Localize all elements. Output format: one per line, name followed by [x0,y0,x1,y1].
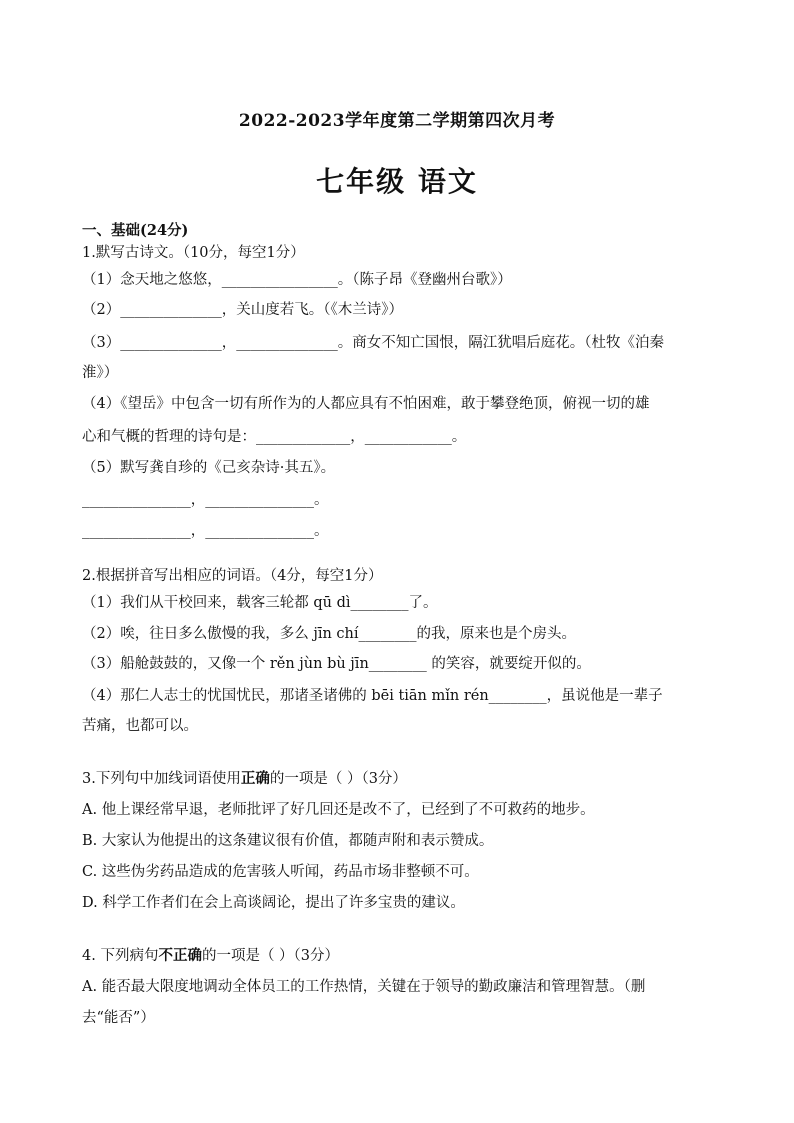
q4-stem-pre: 4. 下列病句 [82,948,159,964]
q3-option-a: A. 他上课经常早退，老师批评了好几回还是改不了，已经到了不可救药的地步。 [82,802,595,818]
q2-part2: （2）唉，往日多么傲慢的我，多么 jīn chí________的我，原来也是个房头。 [82,626,577,642]
subject-title: 七年级 语文 [316,165,478,198]
q1-part2: （2）______________，关山度若飞。（《木兰诗》） [82,302,403,318]
q3-stem [82,769,407,789]
exam-title: 2022-2023学年度第二学期第四次月考 [238,111,556,131]
q3-option-b: B. 大家认为他提出的这条建议很有价值，都随声附和表示赞成。 [82,833,494,849]
q1-part5-blank-line1: _______________，_______________。 [82,492,329,508]
q4-stem [82,946,339,966]
q4-option-a-line1: A. 能否最大限度地调动全体员工的工作热情，关键在于领导的勤政廉洁和管理智慧。（删 [82,979,646,995]
q1-part5-blank-line2: _______________，_______________。 [82,523,329,539]
q4-stem-post: 的一项是（ ）（3分） [201,948,340,964]
q2-part3: （3）船舱鼓鼓的，又像一个 rěn jùn bù jīn________ 的笑容，就要绽开似的。 [82,656,591,672]
q2-part4-line1: （4）那仁人志士的忧国忧民，那诸圣诸佛的 bēi tiān mǐn rén________，虽说他是一辈子 [82,688,663,704]
q1-part4-line2: 心和气概的哲理的诗句是：_____________，____________。 [82,429,467,445]
q4-option-a-line2: 去“能否”） [82,1010,155,1026]
q3-option-c: C. 这些伪劣药品造成的危害骇人听闻，药品市场非整顿不可。 [82,864,479,880]
q3-stem-post: 的一项是（ ）（3分） [269,771,407,787]
q1-part3-line1: （3）______________，______________。商女不知亡国恨，隔江犹唱后庭花。（杜牧《泊秦 [82,335,664,351]
section-heading: 一、基础(24分) [82,222,189,239]
q1-part3-line2: 淮》） [82,365,119,381]
q3-stem-pre: 3.下列句中加线词语使用 [82,771,241,787]
q2-part4-line2: 苦痛，也都可以。 [82,718,198,734]
q1-stem: 1.默写古诗文。（10分，每空1分） [82,245,305,261]
q2-part1: （1）我们从干校回来，载客三轮都 qū dì________了。 [82,595,438,611]
q4-stem-emphasis: 不正确 [158,947,202,964]
q1-part5: （5）默写龚自珍的《己亥杂诗·其五》。 [82,460,336,476]
q2-stem: 2.根据拼音写出相应的词语。（4分，每空1分） [82,568,383,584]
q1-part4-line1: （4）《望岳》中包含一切有所作为的人都应具有不怕困难，敢于攀登绝顶，俯视一切的雄 [82,396,650,412]
q3-stem-emphasis: 正确 [240,770,270,787]
q3-option-d: D. 科学工作者们在会上高谈阔论，提出了许多宝贵的建议。 [82,895,465,911]
q1-part1: （1）念天地之悠悠，________________。（陈子昂《登幽州台歌》） [82,272,512,288]
